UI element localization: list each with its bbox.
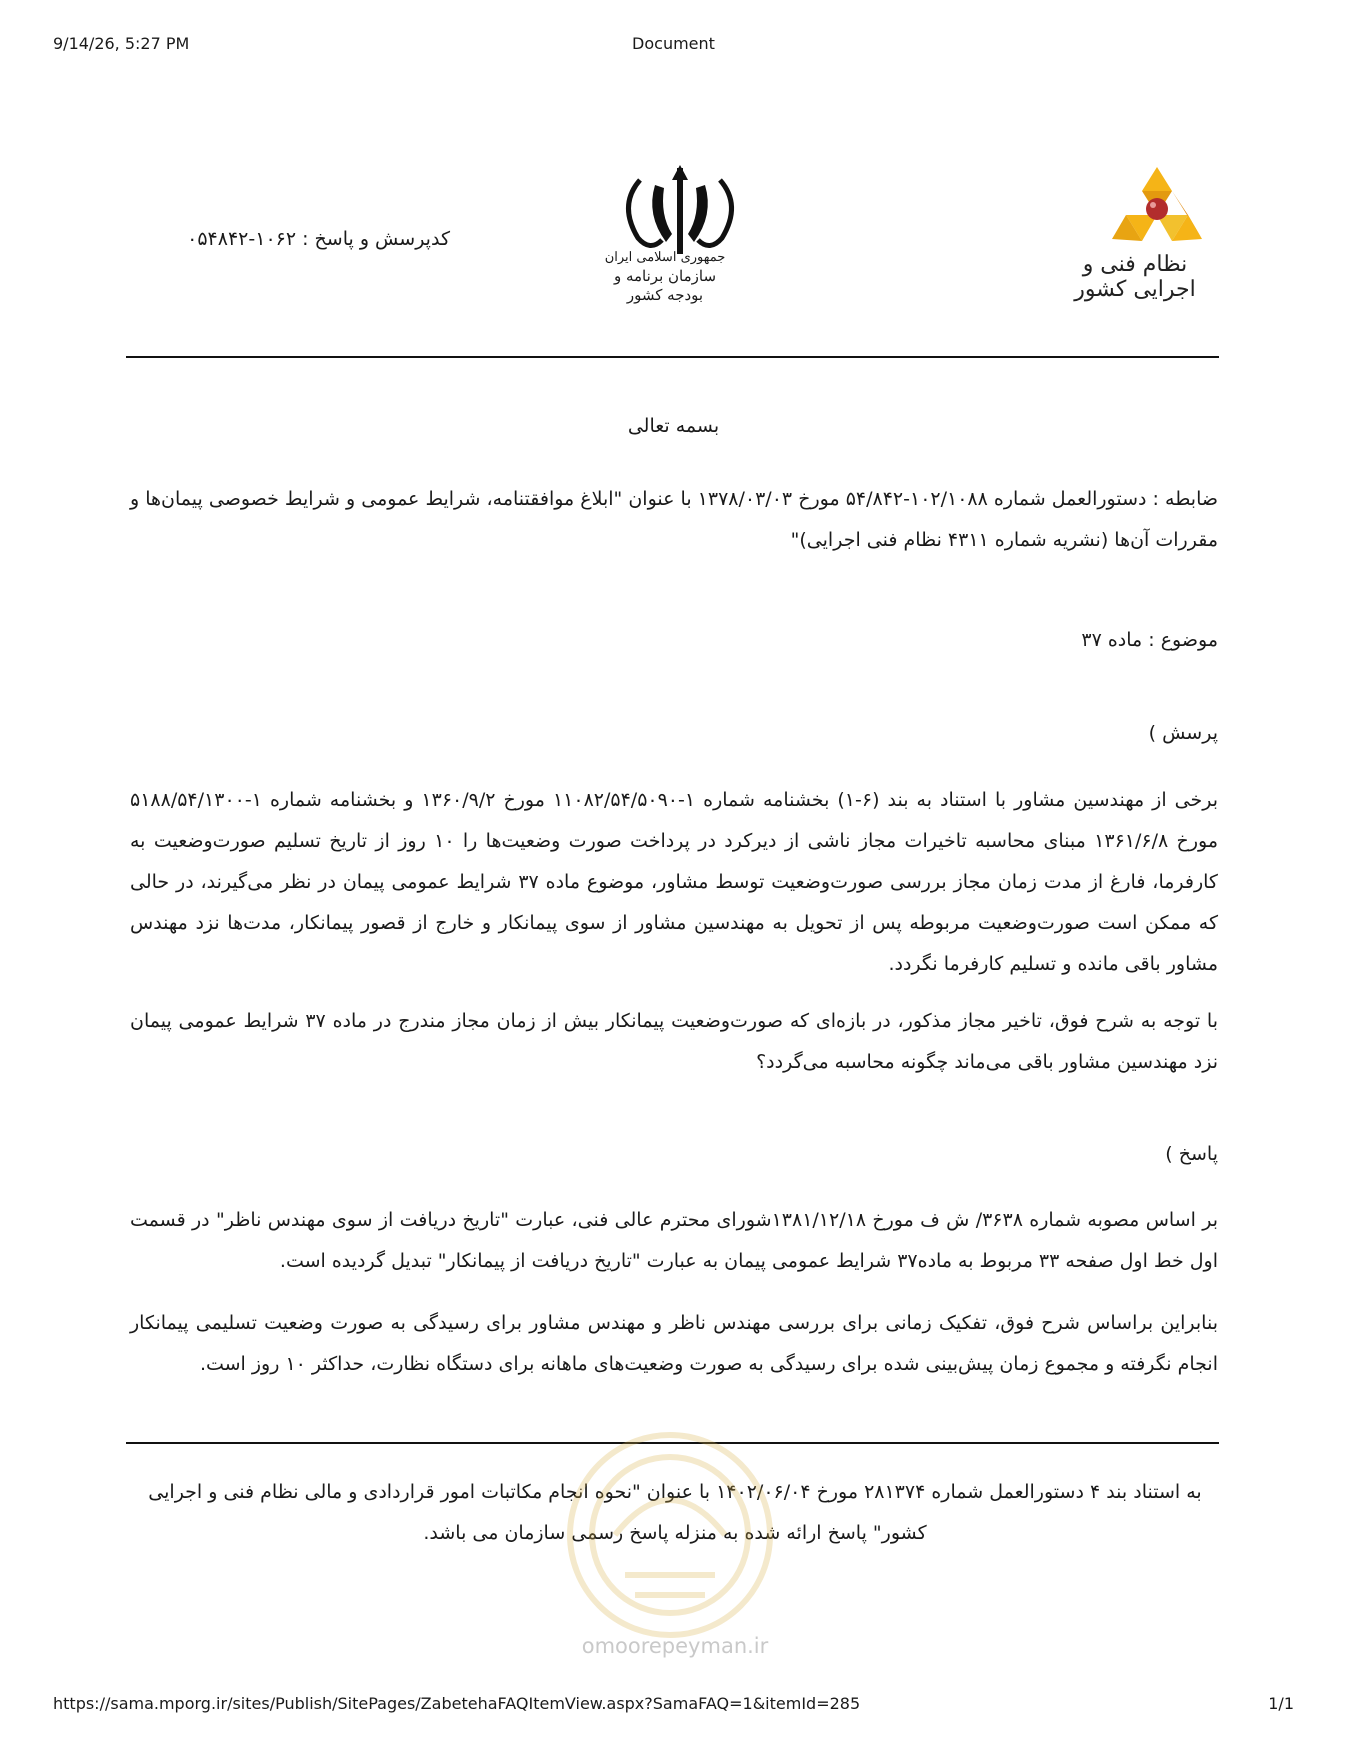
technical-system-logo-icon xyxy=(1090,165,1225,260)
regulation-reference: ضابطه : دستورالعمل شماره ۱۰۲/۱۰۸۸-۵۴/۸۴۲ مورخ ۱۳۷۸/۰۳/۰۳ با عنوان "ابلاغ موافقتنامه، شرایط عمومی و شرایط خصوصی پیمان‌ها و مقررات آن‌ها (نشریه شماره ۴۳۱۱ نظام فنی اجرایی)" xyxy=(130,488,1219,551)
watermark-site: omoorepeyman.ir xyxy=(581,1634,769,1658)
question-paragraph-2: با توجه به شرح فوق، تاخیر مجاز مذکور، در بازه‌ای که صورت‌وضعیت پیمانکار بیش از زمان مجاز مندرج در ماده ۳۷ شرایط عمومی پیمان نزد مهندسین مشاور باقی می‌ماند چگونه محاسبه می‌گردد؟ xyxy=(130,1010,1218,1073)
print-title: Document xyxy=(632,34,715,53)
print-page-number: 1/1 xyxy=(1268,1694,1294,1713)
official-response-note: به استناد بند ۴ دستورالعمل شماره ۲۸۱۳۷۴ مورخ ۱۴۰۲/۰۶/۰۴ با عنوان "نحوه انجام مکاتبات امور قراردادی و مالی نظام فنی و اجرایی کشور" پاسخ ارائه شده به منزله پاسخ رسمی سازمان می باشد. xyxy=(148,1481,1202,1544)
emblem-caption-line1: جمهوری اسلامی ایران xyxy=(604,250,726,265)
header-divider xyxy=(126,356,1219,358)
question-paragraph-1: برخی از مهندسین مشاور با استناد به بند (۶-۱) بخشنامه شماره ۱-۱۱۰۸۲/۵۴/۵۰۹۰ مورخ ۱۳۶۰/۹/۲ و بخشنامه شماره ۱-۵۱۸۸/۵۴/۱۳۰۰ مورخ ۱۳۶۱/۶/۸ مبنای محاسبه تاخیرات مجاز ناشی از دیرکرد در پرداخت صورت وضعیت‌ها را ۱۰ روز از تاریخ تسلیم صورت‌وضعیت به کارفرما، فارغ از مدت زمان مجاز بررسی صورت‌وضعیت توسط مشاور، موضوع ماده ۳۷ شرایط عمومی پیمان در نظر می‌گیرند، در حالی که ممکن است صورت‌وضعیت مربوطه پس از تحویل به مهندسین مشاور از سوی پیمانکار و خارج از قصور پیمانکار، مدت‌ها نزد مهندس مشاور باقی مانده و تسلیم کارفرما نگردد. xyxy=(130,789,1218,975)
answer-label: پاسخ ) xyxy=(1165,1143,1218,1165)
emblem-caption-line2: سازمان برنامه و بودجه کشور xyxy=(613,267,717,304)
answer-paragraph-2: بنابراین براساس شرح فوق، تفکیک زمانی برای بررسی مهندس ناظر و مهندس مشاور برای رسیدگی به صورت وضعیت تسلیمی پیمانکار انجام نگرفته و مجموع زمان پیش‌بینی شده برای رسیدگی به صورت وضعیت‌های ماهانه برای دستگاه نظارت، حداکثر ۱۰ روز است. xyxy=(130,1312,1218,1375)
logo-text: نظام فنی و اجرایی کشور xyxy=(1074,252,1196,302)
watermark-seal-icon xyxy=(555,1405,785,1665)
subject: موضوع : ماده ۳۷ xyxy=(1081,629,1218,651)
emblem-caption xyxy=(595,248,735,305)
print-url: https://sama.mporg.ir/sites/Publish/SitePages/ZabetehaFAQItemView.aspx?SamaFAQ=1&itemId=285 xyxy=(53,1694,861,1713)
question-label: پرسش ) xyxy=(1148,722,1218,744)
faq-code: کدپرسش و پاسخ : ۱۰۶۲-۰۵۴۸۴۲ xyxy=(187,228,450,250)
print-datetime: 9/14/26, 5:27 PM xyxy=(53,34,190,53)
answer-paragraph-1: بر اساس مصوبه شماره ۳۶۳۸/ ش ف مورخ ۱۳۸۱/۱۲/۱۸شورای محترم عالی فنی، عبارت "تاریخ دریافت از سوی مهندس ناظر" در قسمت اول خط اول صفحه ۳۳ مربوط به ماده۳۷ شرایط عمومی پیمان به عبارت "تاریخ دریافت از پیمانکار" تبدیل گردیده است. xyxy=(130,1209,1218,1272)
bismillah: بسمه تعالی xyxy=(627,415,720,437)
